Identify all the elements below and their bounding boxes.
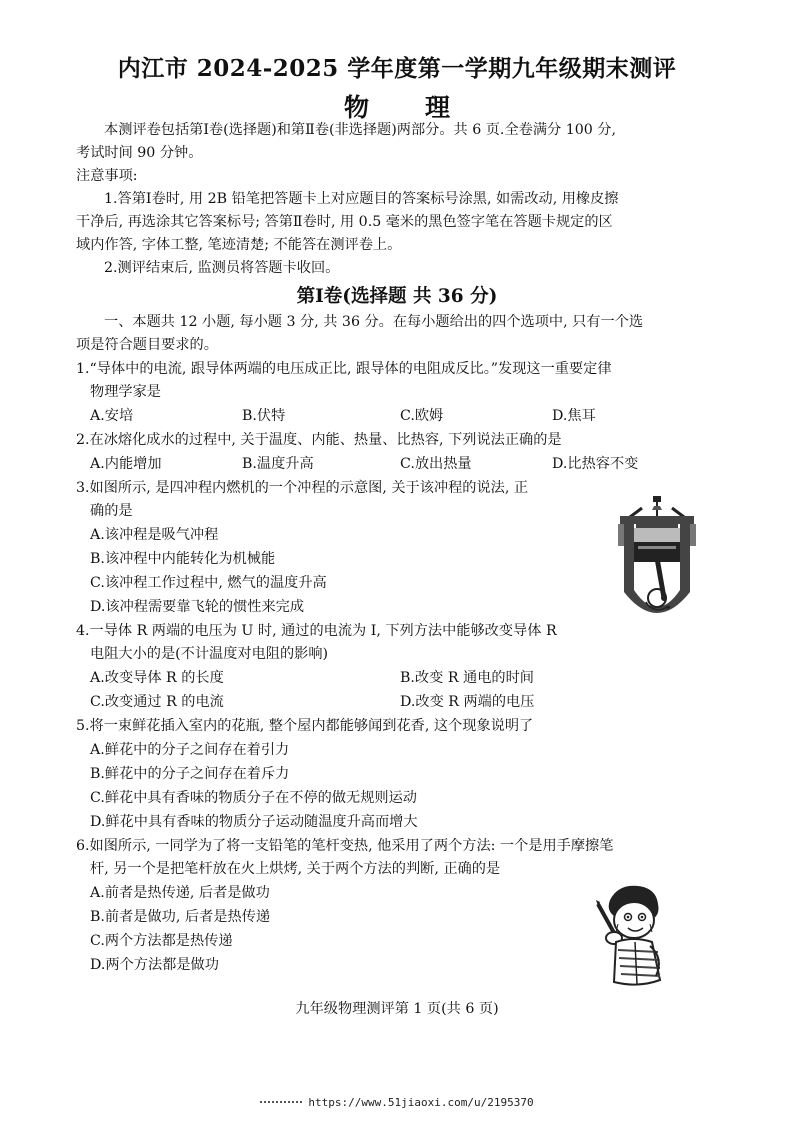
q1-option-c: C.欧姆 <box>400 408 444 424</box>
q6-stem-1: 6.如图所示, 一同学为了将一支铅笔的笔杆变热, 他采用了两个方法: 一个是用手摩擦笔 <box>76 838 614 854</box>
q5-option-a: A.鲜花中的分子之间存在着引力 <box>90 742 290 758</box>
q5-option-b: B.鲜花中的分子之间存在着斥力 <box>90 766 290 782</box>
section-instruction-2: 项是符合题目要求的。 <box>76 337 218 353</box>
q1-stem-2: 物理学家是 <box>90 384 161 400</box>
q3-stem-1: 3.如图所示, 是四冲程内燃机的一个冲程的示意图, 关于该冲程的说法, 正 <box>76 480 529 496</box>
url-decoration <box>260 1101 302 1106</box>
q2-option-b: B.温度升高 <box>242 456 314 472</box>
q4-option-d: D.改变 R 两端的电压 <box>400 694 535 710</box>
section-instruction-1: 一、本题共 12 小题, 每小题 3 分, 共 36 分。在每小题给出的四个选项中, 只有一个选 <box>104 314 644 330</box>
q2-option-c: C.放出热量 <box>400 456 472 472</box>
page-footer: 九年级物理测评第 1 页(共 6 页) <box>295 1001 499 1017</box>
subject-title <box>0 88 794 124</box>
q4-option-c: C.改变通过 R 的电流 <box>90 694 224 710</box>
q4-option-a: A.改变导体 R 的长度 <box>90 670 224 686</box>
notice-2: 2.测评结束后, 监测员将答题卡收回。 <box>104 260 340 276</box>
q3-stem-2: 确的是 <box>90 503 133 519</box>
engine-stroke-diagram <box>616 494 698 622</box>
q4-stem-1: 4.一导体 R 两端的电压为 U 时, 通过的电流为 I, 下列方法中能够改变导体 R <box>76 623 557 639</box>
subject-char-1: 物 <box>343 93 369 122</box>
notice-1-line-2: 干净后, 再选涂其它答案标号; 答第Ⅱ卷时, 用 0.5 毫米的黑色签字笔在答题卡规定的区 <box>76 214 613 230</box>
subject-char-2: 理 <box>425 93 451 122</box>
q5-stem: 5.将一束鲜花插入室内的花瓶, 整个屋内都能够闻到花香, 这个现象说明了 <box>76 718 534 734</box>
q2-stem: 2.在冰熔化成水的过程中, 关于温度、内能、热量、比热容, 下列说法正确的是 <box>76 432 562 448</box>
q1-option-b: B.伏特 <box>242 408 286 424</box>
q5-option-d: D.鲜花中具有香味的物质分子运动随温度升高而增大 <box>90 814 418 830</box>
q4-option-b: B.改变 R 通电的时间 <box>400 670 534 686</box>
notice-1-line-3: 域内作答, 字体工整, 笔迹清楚; 不能答在测评卷上。 <box>76 237 402 253</box>
notice-1-line-1: 1.答第Ⅰ卷时, 用 2B 铅笔把答题卡上对应题目的答案标号涂黑, 如需改动, 用橡皮擦 <box>104 191 619 207</box>
q3-option-b: B.该冲程中内能转化为机械能 <box>90 551 276 567</box>
exam-title: 内江市 2024-2025 学年度第一学期九年级期末测评 <box>117 55 677 82</box>
source-url[interactable] <box>0 1096 794 1109</box>
q1-option-d: D.焦耳 <box>552 408 596 424</box>
intro-line-2: 考试时间 90 分钟。 <box>76 145 203 161</box>
q3-option-a: A.该冲程是吸气冲程 <box>90 527 219 543</box>
url-text[interactable]: https://www.51jiaoxi.com/u/2195370 <box>308 1096 534 1109</box>
intro-line-1: 本测评卷包括第Ⅰ卷(选择题)和第Ⅱ卷(非选择题)两部分。共 6 页.全卷满分 100 分, <box>104 122 616 138</box>
q5-option-c: C.鲜花中具有香味的物质分子在不停的做无规则运动 <box>90 790 417 806</box>
notice-label: 注意事项: <box>76 168 138 184</box>
boy-pencil-illustration <box>588 880 670 992</box>
q3-option-c: C.该冲程工作过程中, 燃气的温度升高 <box>90 575 327 591</box>
q6-option-b: B.前者是做功, 后者是热传递 <box>90 909 271 925</box>
q6-option-a: A.前者是热传递, 后者是做功 <box>90 885 270 901</box>
q1-option-a: A.安培 <box>90 408 134 424</box>
q4-stem-2: 电阻大小的是(不计温度对电阻的影响) <box>90 646 329 662</box>
q6-stem-2: 杆, 另一个是把笔杆放在火上烘烤, 关于两个方法的判断, 正确的是 <box>90 861 501 877</box>
q2-option-d: D.比热容不变 <box>552 456 639 472</box>
q1-stem-1: 1.“导体中的电流, 跟导体两端的电压成正比, 跟导体的电阻成反比。”发现这一重要定律 <box>76 361 612 377</box>
section-heading: 第Ⅰ卷(选择题 共 36 分) <box>296 286 498 307</box>
q6-option-d: D.两个方法都是做功 <box>90 957 219 973</box>
q3-option-d: D.该冲程需要靠飞轮的惯性来完成 <box>90 599 305 615</box>
q2-option-a: A.内能增加 <box>90 456 162 472</box>
q6-option-c: C.两个方法都是热传递 <box>90 933 233 949</box>
